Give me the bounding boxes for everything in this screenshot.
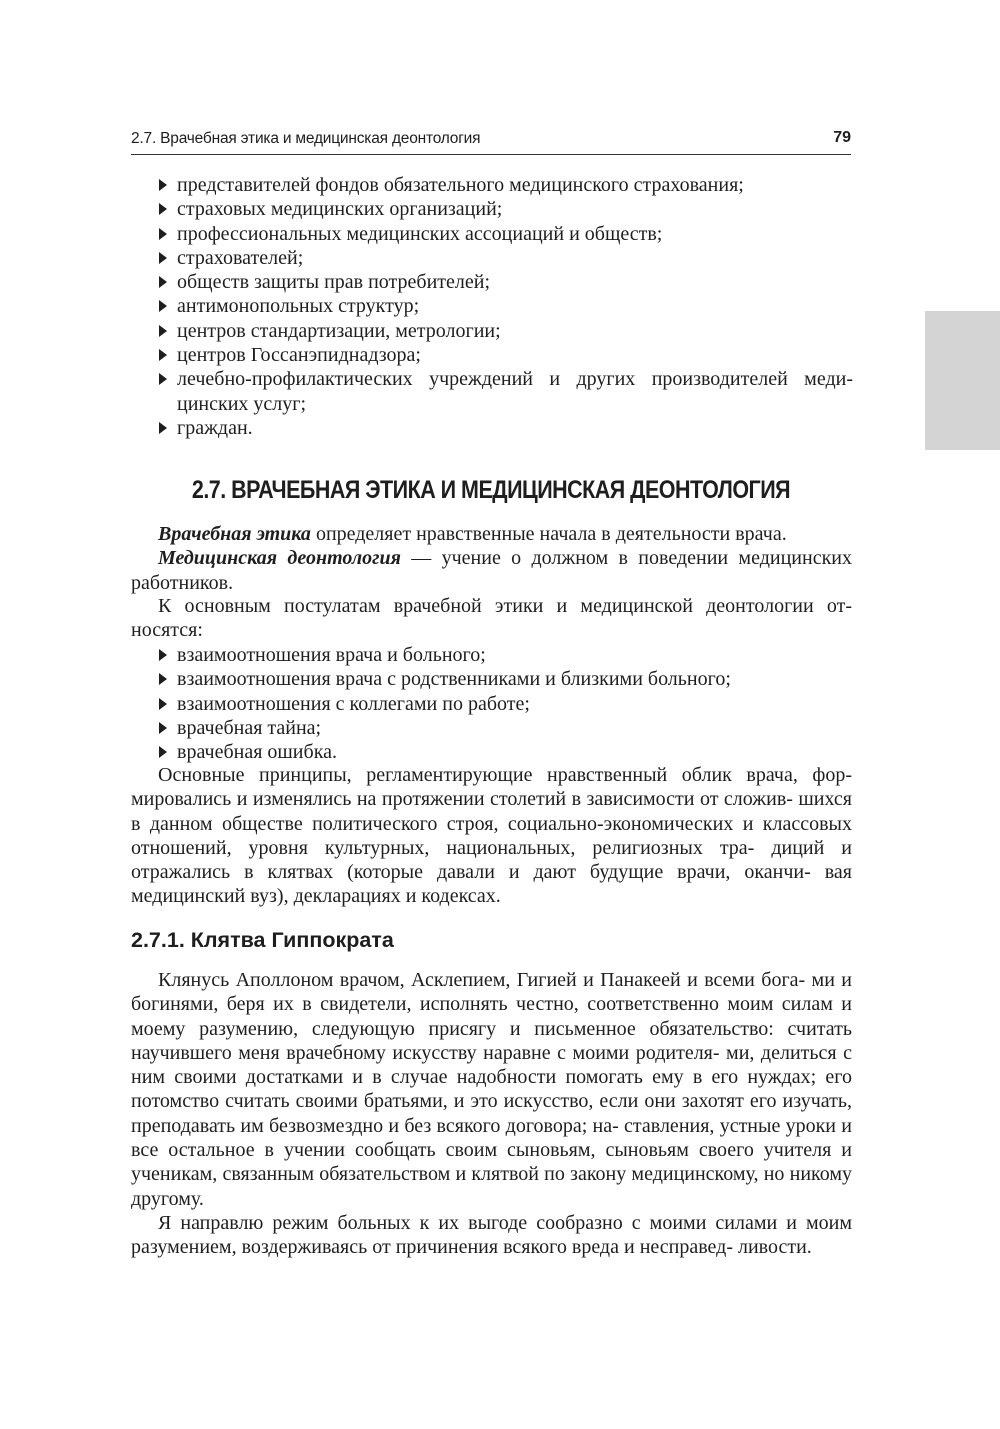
subsection-heading: 2.7.1. Клятва Гиппократа <box>131 928 394 952</box>
triangle-bullet-icon <box>159 422 167 434</box>
triangle-bullet-icon <box>159 649 167 661</box>
running-title: 2.7. Врачебная этика и медицинская деонтология <box>131 130 481 147</box>
list-item: врачебная тайна; <box>158 716 853 740</box>
triangle-bullet-icon <box>159 228 167 240</box>
running-header <box>131 128 851 155</box>
postulates-intro <box>131 594 852 643</box>
definitions-block <box>131 522 852 595</box>
list-item: центров Госсанэпиднадзора; <box>158 343 853 367</box>
page-number: 79 <box>833 129 851 146</box>
triangle-bullet-icon <box>159 203 167 215</box>
list-item: граждан. <box>158 416 853 440</box>
triangle-bullet-icon <box>159 746 167 758</box>
list-item: представителей фондов обязательного медицинского страхования; <box>158 173 853 197</box>
triangle-bullet-icon <box>159 325 167 337</box>
list-item: врачебная ошибка. <box>158 740 853 764</box>
triangle-bullet-icon <box>159 252 167 264</box>
postulates-list <box>158 643 853 764</box>
term: Врачебная этика <box>158 523 311 545</box>
list-item: обществ защиты прав потребителей; <box>158 270 853 294</box>
principles-block <box>131 763 852 909</box>
section-heading: 2.7. ВРАЧЕБНАЯ ЭТИКА И МЕДИЦИНСКАЯ ДЕОНТОЛОГИЯ <box>191 476 791 504</box>
triangle-bullet-icon <box>159 722 167 734</box>
list-item: центров стандартизации, метрологии; <box>158 319 853 343</box>
triangle-bullet-icon <box>159 673 167 685</box>
list-item: страховых медицинских организаций; <box>158 197 853 221</box>
oath-text <box>131 968 852 1260</box>
list-item: взаимоотношения врача с родственниками и близкими больного; <box>158 667 853 691</box>
list-item: страхователей; <box>158 246 853 270</box>
triangle-bullet-icon <box>159 349 167 361</box>
triangle-bullet-icon <box>159 276 167 288</box>
list-item: лечебно-профилактических учреждений и других производителей меди- цинских услуг; <box>158 367 853 416</box>
definition-paragraph: Врачебная этика определяет нравственные начала в деятельности врача. <box>158 523 787 545</box>
list-item: взаимоотношения с коллегами по работе; <box>158 692 853 716</box>
list-item: антимонопольных структур; <box>158 294 853 318</box>
list-item: профессиональных медицинских ассоциаций и обществ; <box>158 222 853 246</box>
chapter-thumb-tab <box>925 311 1000 450</box>
institutions-list <box>158 173 853 440</box>
triangle-bullet-icon <box>159 179 167 191</box>
oath-paragraph: Я направлю режим больных к их выгоде сообразно с моими силами и моим разумением, воздерживаясь от причинения всякого вреда и несправед- ливости. <box>131 1211 852 1259</box>
definition-paragraph: Медицинская деонтология — учение о должном в поведении медицинских работников. <box>131 547 852 594</box>
list-item: взаимоотношения врача и больного; <box>158 643 853 667</box>
paragraph: К основным постулатам врачебной этики и медицинской деонтологии от- носятся: <box>131 595 852 642</box>
triangle-bullet-icon <box>159 698 167 710</box>
oath-paragraph: Клянусь Аполлоном врачом, Асклепием, Гигией и Панакеей и всеми бога- ми и богинями, беря их в свидетели, исполнять честно, соответственно моим силам и моему разумению, следующую присягу и письменное обязательство: считать научившего меня врачебному искусству наравне с моими родителя- ми, делиться с ним своими достатками и в случае надобности помогать ему в его нуждах; его потомство считать своими братьями, и это искусство, если они захотят его изучать, преподавать им безвозмездно и без всякого договора; на- ставления, устные уроки и все остальное в учении сообщать своим сыновьям, сыновьям своего учителя и ученикам, связанным обязательством и клятвой по закону медицинскому, но никому другому. <box>131 969 852 1210</box>
triangle-bullet-icon <box>159 300 167 312</box>
paragraph: Основные принципы, регламентирующие нравственный облик врача, фор- мировались и изменялись на протяжении столетий в зависимости от сложив- шихся в данном обществе политического строя, социально-экономических и классовых отношений, уровня культурных, национальных, религиозных тра- диций и отражались в клятвах (которые давали и дают будущие врачи, оканчи- вая медицинский вуз), декларациях и кодексах. <box>131 764 852 908</box>
triangle-bullet-icon <box>159 373 167 385</box>
term: Медицинская деонтология <box>158 547 401 570</box>
